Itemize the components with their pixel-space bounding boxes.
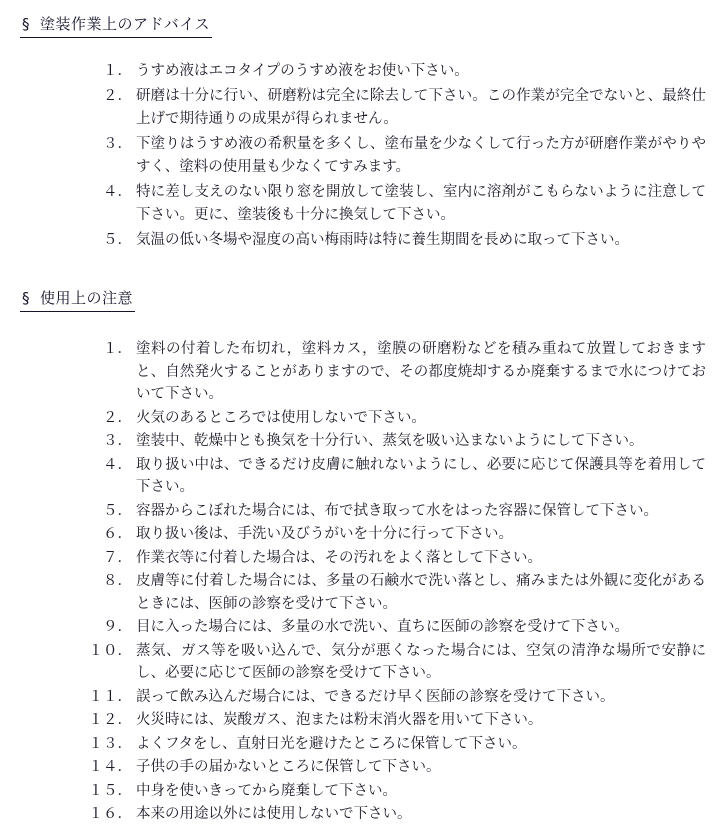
advice-item-list (14, 60, 706, 252)
list-item-number: ４． (103, 184, 132, 200)
list-item-number: ７． (103, 549, 132, 566)
list-item (86, 133, 706, 179)
list-item-text: 気温の低い冬場や湿度の高い梅雨時は特に養生期間を長めに取って下さい。 (136, 232, 629, 248)
list-item (86, 547, 706, 570)
list-item (86, 523, 706, 546)
list-item-text: 火災時には、炭酸ガス、泡または粉末消火器を用いて下さい。 (136, 712, 543, 728)
list-item (86, 338, 706, 406)
list-item-text: 誤って飲み込んだ場合には、できるだけ早く医師の診察を受けて下さい。 (136, 688, 615, 705)
list-item (86, 454, 706, 499)
list-item (86, 500, 706, 523)
list-item-number: １０． (88, 642, 132, 659)
list-item (86, 756, 706, 779)
list-item-number: １１． (88, 688, 132, 705)
list-item-text: 作業衣等に付着した場合は、その汚れをよく落として下さい。 (136, 549, 542, 566)
list-item-number: ３． (103, 136, 132, 152)
list-item-text: 目に入った場合には、多量の水で洗い、直ちに医師の診察を受けて下さい。 (136, 619, 629, 635)
list-item (86, 780, 706, 803)
list-item-number: ９． (103, 619, 132, 635)
list-item-number: １３． (88, 735, 132, 752)
list-item-text: 塗装中、乾燥中とも換気を十分行い、蒸気を吸い込まないようにして下さい。 (136, 433, 644, 449)
list-item-text: 研磨は十分に行い、研磨粉は完全に除去して下さい。この作業が完全でないと、最終仕上げで期待通りの成果が得られません。 (136, 88, 706, 127)
list-item-text: よくフタをし、直射日光を避けたところに保管して下さい。 (136, 735, 527, 752)
list-item-number: １． (103, 341, 132, 357)
list-item-text: 取り扱い後は、手洗い及びうがいを十分に行って下さい。 (136, 526, 513, 542)
list-item-text: 中身を使いきってから廃棄して下さい。 (136, 782, 397, 799)
list-item-number: ５． (103, 502, 132, 519)
list-item-text: うすめ液はエコタイプのうすめ液をお使い下さい。 (136, 63, 469, 79)
list-item (86, 229, 706, 252)
list-item (86, 407, 706, 430)
list-item (86, 60, 706, 83)
list-item-text: 子供の手の届かないところに保管して下さい。 (136, 759, 441, 775)
section-heading-usage-caution (20, 288, 135, 312)
list-item (86, 181, 706, 227)
section-heading-painting-advice (20, 14, 212, 38)
list-item-number: １２． (88, 712, 132, 728)
list-item-text: 塗料の付着した布切れ，塗料カス，塗膜の研磨粉などを積み重ねて放置しておきますと、自然発火することがありますので、その都度焼却するか廃棄するまで水につけておいて下さい。 (136, 341, 706, 402)
list-item-number: ６． (103, 526, 132, 542)
list-item-text: 特に差し支えのない限り窓を開放して塗装し、室内に溶剤がこもらないように注意して下さい。更に、塗装後も十分に換気して下さい。 (136, 184, 706, 223)
section-title-text: 塗装作業上のアドバイス (40, 15, 211, 33)
list-item-text: 火気のあるところでは使用しないで下さい。 (136, 409, 426, 426)
list-item-text: 本来の用途以外には使用しないで下さい。 (136, 806, 412, 822)
list-item (86, 430, 706, 453)
list-item (86, 733, 706, 756)
list-item-text: 容器からこぼれた場合には、布で拭き取って水をはった容器に保管して下さい。 (136, 502, 658, 519)
section-mark-icon: § (22, 15, 30, 33)
list-item-number: １６． (88, 806, 132, 822)
section-title-text: 使用上の注意 (40, 289, 134, 307)
list-item (86, 85, 706, 131)
list-item-number: ４． (103, 456, 132, 473)
list-item (86, 709, 706, 732)
list-item-number: ８． (103, 573, 132, 589)
list-item-number: ２． (103, 88, 132, 104)
section-painting-advice (14, 10, 706, 252)
list-item (86, 570, 706, 615)
section-usage-caution (14, 254, 706, 826)
list-item-text: 蒸気、ガス等を吸い込んで、気分が悪くなった場合には、空気の清浄な場所で安静にし、必要に応じて医師の診察を受けて下さい。 (136, 642, 706, 681)
list-item-number: １５． (88, 782, 132, 799)
list-item (86, 803, 706, 826)
list-item-text: 下塗りはうすめ液の希釈量を多くし、塗布量を少なくして行った方が研磨作業がやりやすく、塗料の使用量も少なくてすみます。 (136, 136, 706, 175)
section-mark-icon: § (22, 289, 30, 307)
caution-item-list (14, 338, 706, 826)
list-item-text: 取り扱い中は、できるだけ皮膚に触れないようにし、必要に応じて保護具等を着用して下さい。 (136, 456, 706, 495)
list-item (86, 640, 706, 685)
list-item-number: ２． (103, 409, 132, 426)
list-item-number: ５． (103, 232, 132, 248)
list-item (86, 686, 706, 709)
list-item (86, 616, 706, 639)
list-item-number: １． (103, 63, 132, 79)
list-item-text: 皮膚等に付着した場合には、多量の石鹸水で洗い落とし、痛みまたは外観に変化があるときには、医師の診察を受けて下さい。 (136, 573, 706, 612)
list-item-number: ３． (103, 433, 132, 449)
list-item-number: １４． (88, 759, 132, 775)
